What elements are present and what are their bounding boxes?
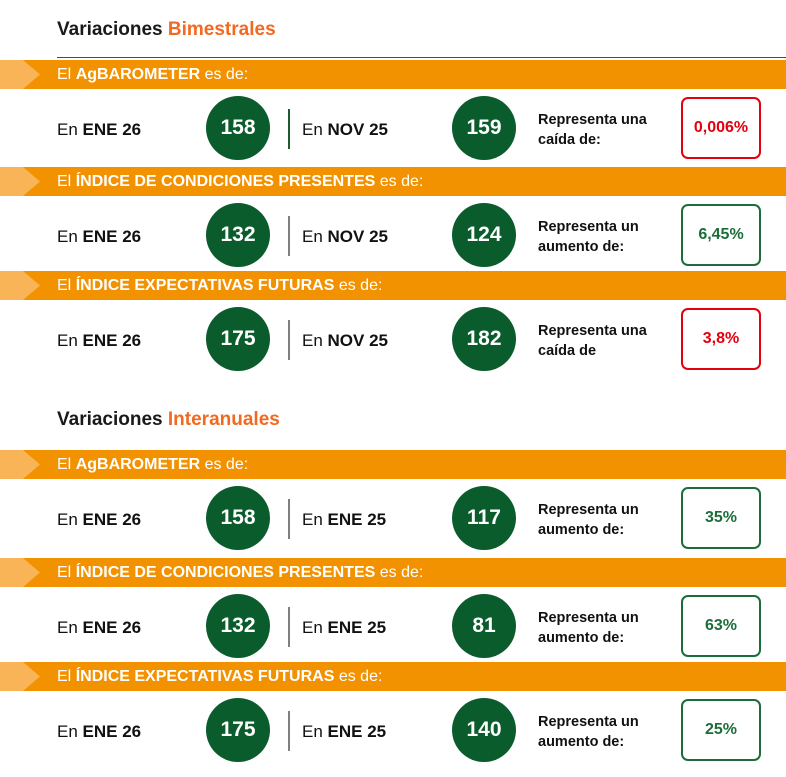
previous-period-label bbox=[302, 331, 388, 351]
band-index-name: ÍNDICE DE CONDICIONES PRESENTES bbox=[75, 564, 376, 581]
section-title-highlight: Bimestrales bbox=[167, 19, 276, 40]
period-prefix: En bbox=[302, 227, 323, 246]
period-prefix: En bbox=[302, 722, 323, 741]
change-value-box bbox=[681, 308, 761, 370]
current-period-label bbox=[57, 227, 141, 247]
band-suffix: es de: bbox=[338, 277, 383, 294]
previous-value: 182 bbox=[466, 327, 502, 350]
period-prefix: En bbox=[57, 120, 78, 139]
title-underline bbox=[57, 57, 786, 58]
band-suffix: es de: bbox=[379, 173, 424, 190]
band-agbarometer bbox=[0, 60, 786, 89]
change-value-box bbox=[681, 595, 761, 657]
change-description-line1: Representa un bbox=[538, 502, 639, 518]
comparison-row bbox=[0, 89, 786, 167]
previous-period-label bbox=[302, 510, 386, 530]
change-description-line2: aumento de: bbox=[538, 734, 625, 750]
previous-value-circle bbox=[452, 96, 516, 160]
band-label bbox=[57, 60, 248, 89]
change-description-line1: Representa una bbox=[538, 323, 647, 339]
period-prefix: En bbox=[57, 618, 78, 637]
comparison-row bbox=[0, 691, 786, 769]
band-index-name: AgBAROMETER bbox=[75, 456, 201, 473]
change-description-line2: aumento de: bbox=[538, 522, 625, 538]
change-description bbox=[538, 608, 639, 648]
band-arrow-shape bbox=[0, 271, 40, 300]
period-prefix: En bbox=[57, 722, 78, 741]
change-description-line1: Representa un bbox=[538, 610, 639, 626]
period-prefix: En bbox=[302, 618, 323, 637]
period-name: ENE 26 bbox=[82, 331, 142, 350]
period-prefix: En bbox=[57, 331, 78, 350]
band-indice-condiciones-presentes bbox=[0, 558, 786, 587]
period-prefix: En bbox=[302, 331, 323, 350]
current-value: 158 bbox=[220, 506, 256, 529]
change-description bbox=[538, 217, 639, 257]
current-period-label bbox=[57, 722, 141, 742]
band-agbarometer bbox=[0, 450, 786, 479]
current-value-circle bbox=[206, 96, 270, 160]
section-title-prefix: Variaciones bbox=[57, 19, 163, 40]
band-arrow-shape bbox=[0, 450, 40, 479]
change-value: 25% bbox=[704, 721, 738, 738]
band-index-name: ÍNDICE DE CONDICIONES PRESENTES bbox=[75, 173, 376, 190]
change-description-line1: Representa una bbox=[538, 112, 647, 128]
previous-value-circle bbox=[452, 594, 516, 658]
previous-period-label bbox=[302, 618, 386, 638]
period-name: ENE 25 bbox=[327, 618, 387, 637]
current-period-label bbox=[57, 331, 141, 351]
period-name: NOV 25 bbox=[327, 331, 389, 350]
period-prefix: En bbox=[302, 510, 323, 529]
period-name: ENE 25 bbox=[327, 510, 387, 529]
change-value-box bbox=[681, 699, 761, 761]
divider-line bbox=[288, 499, 290, 539]
period-name: ENE 26 bbox=[82, 120, 142, 139]
comparison-row bbox=[0, 300, 786, 378]
period-name: ENE 25 bbox=[327, 722, 387, 741]
change-value: 63% bbox=[704, 617, 738, 634]
band-suffix: es de: bbox=[379, 564, 424, 581]
band-label bbox=[57, 662, 382, 691]
current-value: 175 bbox=[220, 718, 256, 741]
period-name: NOV 25 bbox=[327, 227, 389, 246]
section-title-bimestrales bbox=[57, 19, 276, 41]
band-suffix: es de: bbox=[204, 456, 249, 473]
previous-value-circle bbox=[452, 307, 516, 371]
current-period-label bbox=[57, 510, 141, 530]
change-value-box bbox=[681, 487, 761, 549]
section-title-interanuales bbox=[57, 409, 280, 431]
change-value: 6,45% bbox=[698, 226, 744, 243]
divider-line bbox=[288, 320, 290, 360]
change-description-line2: aumento de: bbox=[538, 239, 625, 255]
previous-period-label bbox=[302, 120, 388, 140]
previous-value: 140 bbox=[466, 718, 502, 741]
current-value-circle bbox=[206, 486, 270, 550]
band-prefix: El bbox=[57, 173, 72, 190]
period-name: ENE 26 bbox=[82, 510, 142, 529]
band-label bbox=[57, 558, 423, 587]
change-description bbox=[538, 500, 639, 540]
band-index-name: ÍNDICE EXPECTATIVAS FUTURAS bbox=[75, 668, 335, 685]
comparison-row bbox=[0, 196, 786, 274]
period-prefix: En bbox=[57, 227, 78, 246]
band-label bbox=[57, 167, 423, 196]
band-indice-expectativas-futuras bbox=[0, 271, 786, 300]
period-name: ENE 26 bbox=[82, 618, 142, 637]
period-prefix: En bbox=[302, 120, 323, 139]
previous-period-label bbox=[302, 227, 388, 247]
band-arrow-shape bbox=[0, 662, 40, 691]
previous-value: 159 bbox=[466, 116, 502, 139]
change-description-line1: Representa un bbox=[538, 219, 639, 235]
divider-line bbox=[288, 216, 290, 256]
previous-value: 81 bbox=[472, 614, 496, 637]
change-description bbox=[538, 110, 647, 150]
band-prefix: El bbox=[57, 456, 72, 473]
band-index-name: ÍNDICE EXPECTATIVAS FUTURAS bbox=[75, 277, 335, 294]
band-arrow-shape bbox=[0, 167, 40, 196]
previous-value-circle bbox=[452, 698, 516, 762]
current-value: 158 bbox=[220, 116, 256, 139]
change-description-line2: caída de: bbox=[538, 132, 601, 148]
current-value-circle bbox=[206, 203, 270, 267]
period-name: ENE 26 bbox=[82, 227, 142, 246]
current-period-label bbox=[57, 120, 141, 140]
change-description-line1: Representa un bbox=[538, 714, 639, 730]
band-label bbox=[57, 450, 248, 479]
current-value: 132 bbox=[220, 223, 256, 246]
change-description bbox=[538, 712, 639, 752]
previous-period-label bbox=[302, 722, 386, 742]
period-name: NOV 25 bbox=[327, 120, 389, 139]
change-value-box bbox=[681, 204, 761, 266]
band-prefix: El bbox=[57, 277, 72, 294]
band-arrow-shape bbox=[0, 558, 40, 587]
band-prefix: El bbox=[57, 668, 72, 685]
change-description bbox=[538, 321, 647, 361]
current-value: 132 bbox=[220, 614, 256, 637]
band-label bbox=[57, 271, 382, 300]
change-description-line2: caída de bbox=[538, 343, 597, 359]
band-indice-expectativas-futuras bbox=[0, 662, 786, 691]
current-value-circle bbox=[206, 594, 270, 658]
current-value-circle bbox=[206, 307, 270, 371]
previous-value: 117 bbox=[467, 506, 501, 529]
change-value: 35% bbox=[704, 509, 738, 526]
comparison-row bbox=[0, 587, 786, 665]
change-value: 3,8% bbox=[702, 330, 740, 347]
divider-line bbox=[288, 607, 290, 647]
previous-value: 124 bbox=[466, 223, 502, 246]
section-title-prefix: Variaciones bbox=[57, 409, 163, 430]
band-suffix: es de: bbox=[204, 66, 249, 83]
current-value-circle bbox=[206, 698, 270, 762]
band-prefix: El bbox=[57, 564, 72, 581]
current-value: 175 bbox=[220, 327, 256, 350]
band-index-name: AgBAROMETER bbox=[75, 66, 201, 83]
previous-value-circle bbox=[452, 486, 516, 550]
period-prefix: En bbox=[57, 510, 78, 529]
band-indice-condiciones-presentes bbox=[0, 167, 786, 196]
band-prefix: El bbox=[57, 66, 72, 83]
band-suffix: es de: bbox=[338, 668, 383, 685]
change-value-box bbox=[681, 97, 761, 159]
change-value: 0,006% bbox=[693, 119, 749, 136]
comparison-row bbox=[0, 479, 786, 557]
change-description-line2: aumento de: bbox=[538, 630, 625, 646]
section-title-highlight: Interanuales bbox=[167, 409, 280, 430]
period-name: ENE 26 bbox=[82, 722, 142, 741]
divider-line bbox=[288, 711, 290, 751]
band-arrow-shape bbox=[0, 60, 40, 89]
previous-value-circle bbox=[452, 203, 516, 267]
divider-line bbox=[288, 109, 290, 149]
current-period-label bbox=[57, 618, 141, 638]
